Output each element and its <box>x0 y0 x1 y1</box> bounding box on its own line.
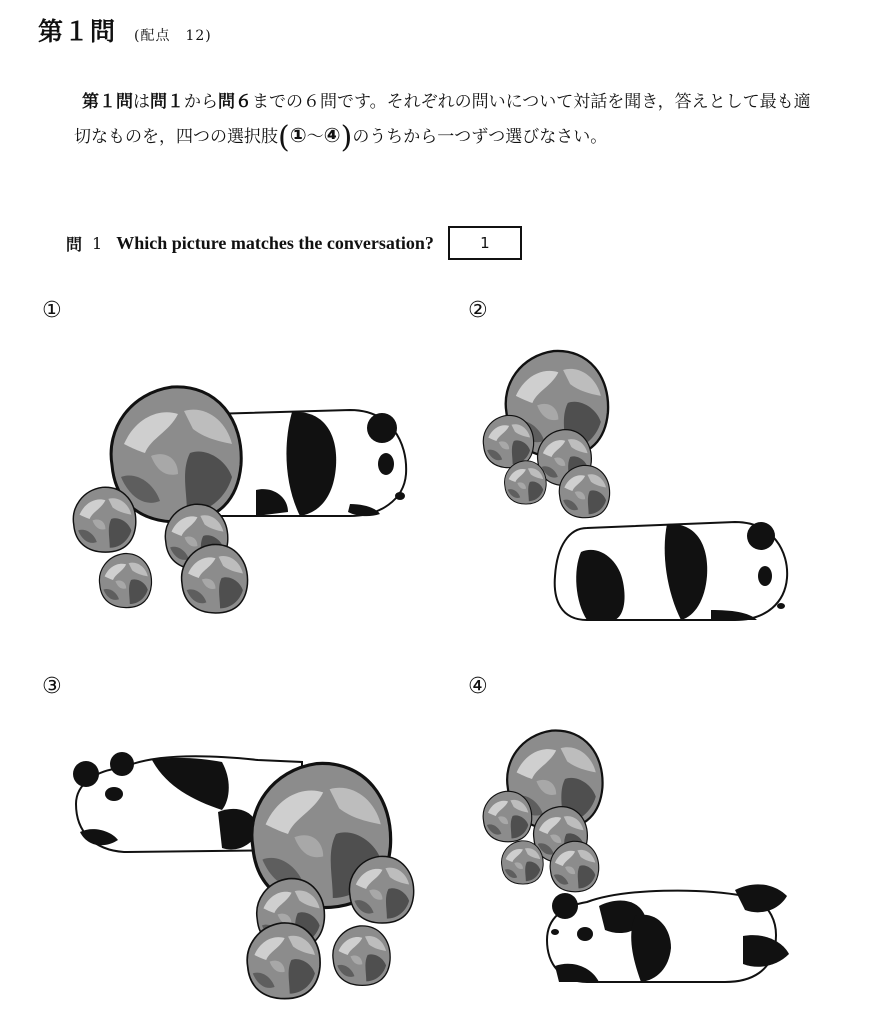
instr-text-3: までの６問です。それぞれの問いについて対話を聞き，答えとして最も適切なものを，四つの選択肢 <box>74 92 811 147</box>
rock-icon <box>483 351 609 518</box>
instr-range-start: ① <box>289 123 307 147</box>
question-label: 問 <box>66 234 83 254</box>
question-text: Which picture matches the conversation? <box>116 232 434 253</box>
instr-tilde: ～ <box>306 127 324 147</box>
instr-open-paren: ( <box>278 120 290 155</box>
instr-text-2: から <box>184 92 218 112</box>
question-1 <box>66 226 522 260</box>
option-1-picture[interactable] <box>60 370 420 620</box>
instr-text-1: は <box>133 92 150 112</box>
rock-icon <box>247 763 413 998</box>
option-3-label: ③ <box>42 674 62 699</box>
option-4-label: ④ <box>468 674 488 699</box>
option-1-label: ① <box>42 298 62 323</box>
option-2-picture[interactable] <box>475 340 795 630</box>
option-2-label: ② <box>468 298 488 323</box>
answer-box[interactable]: 1 <box>448 226 522 260</box>
rock-icon <box>483 730 602 891</box>
rock-icon <box>73 387 247 613</box>
instr-bold-2: 問１ <box>150 92 184 112</box>
option-3-picture[interactable] <box>62 740 432 1008</box>
instr-bold-1: 第１問 <box>82 92 133 112</box>
question-number: 1 <box>92 233 103 253</box>
panda-icon <box>555 522 787 620</box>
instr-close-paren: ) <box>340 120 353 155</box>
section-title: 第１問 <box>38 17 117 46</box>
section-header <box>38 12 212 48</box>
instr-text-4: のうちから一つずつ選びなさい。 <box>352 127 608 147</box>
panda-icon <box>547 884 789 982</box>
section-points: (配点 12) <box>134 28 212 44</box>
instructions-paragraph <box>74 86 814 154</box>
option-4-picture[interactable] <box>475 720 805 1000</box>
instr-bold-3: 問６ <box>218 92 252 112</box>
instr-range-end: ④ <box>323 123 341 147</box>
